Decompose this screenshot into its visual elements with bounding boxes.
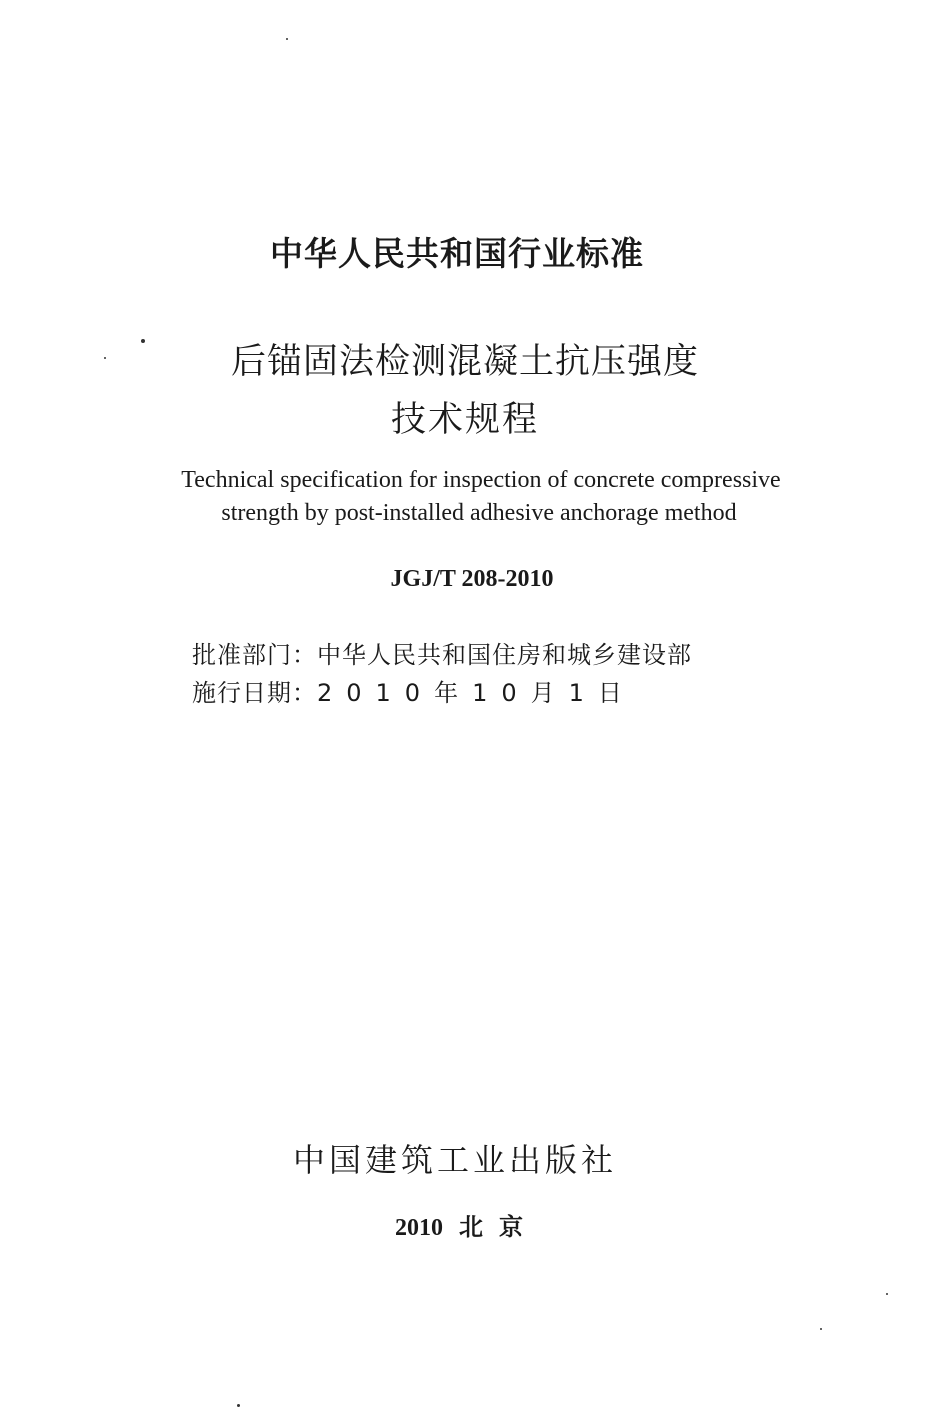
title-en-line2: strength by post-installed adhesive anchorage method [221,500,737,526]
approval-label: 批准部门： [192,641,317,669]
approval-row [192,635,692,670]
scan-speck [237,1404,240,1407]
title-cn-line2: 技术规程 [390,400,539,440]
effective-date-row [192,673,636,708]
effective-value: 2010年10月1日 [317,679,636,707]
publication-place: 2010 北 京 [395,1215,523,1241]
approval-value: 中华人民共和国住房和城乡建设部 [317,641,692,669]
publisher: 中国建筑工业出版社 [292,1141,617,1179]
standard-category: 中华人民共和国行业标准 [270,234,644,273]
scan-speck [104,357,106,359]
scan-speck [820,1328,822,1330]
scan-speck [286,38,288,40]
standard-code: JGJ/T 208-2010 [390,566,554,592]
effective-label: 施行日期： [192,679,317,707]
scan-speck [141,339,145,343]
title-cn-line1: 后锚固法检测混凝土抗压强度 [230,342,699,382]
scan-speck [886,1293,888,1295]
title-en-line1: Technical specification for inspection of concrete compressive [181,467,781,493]
